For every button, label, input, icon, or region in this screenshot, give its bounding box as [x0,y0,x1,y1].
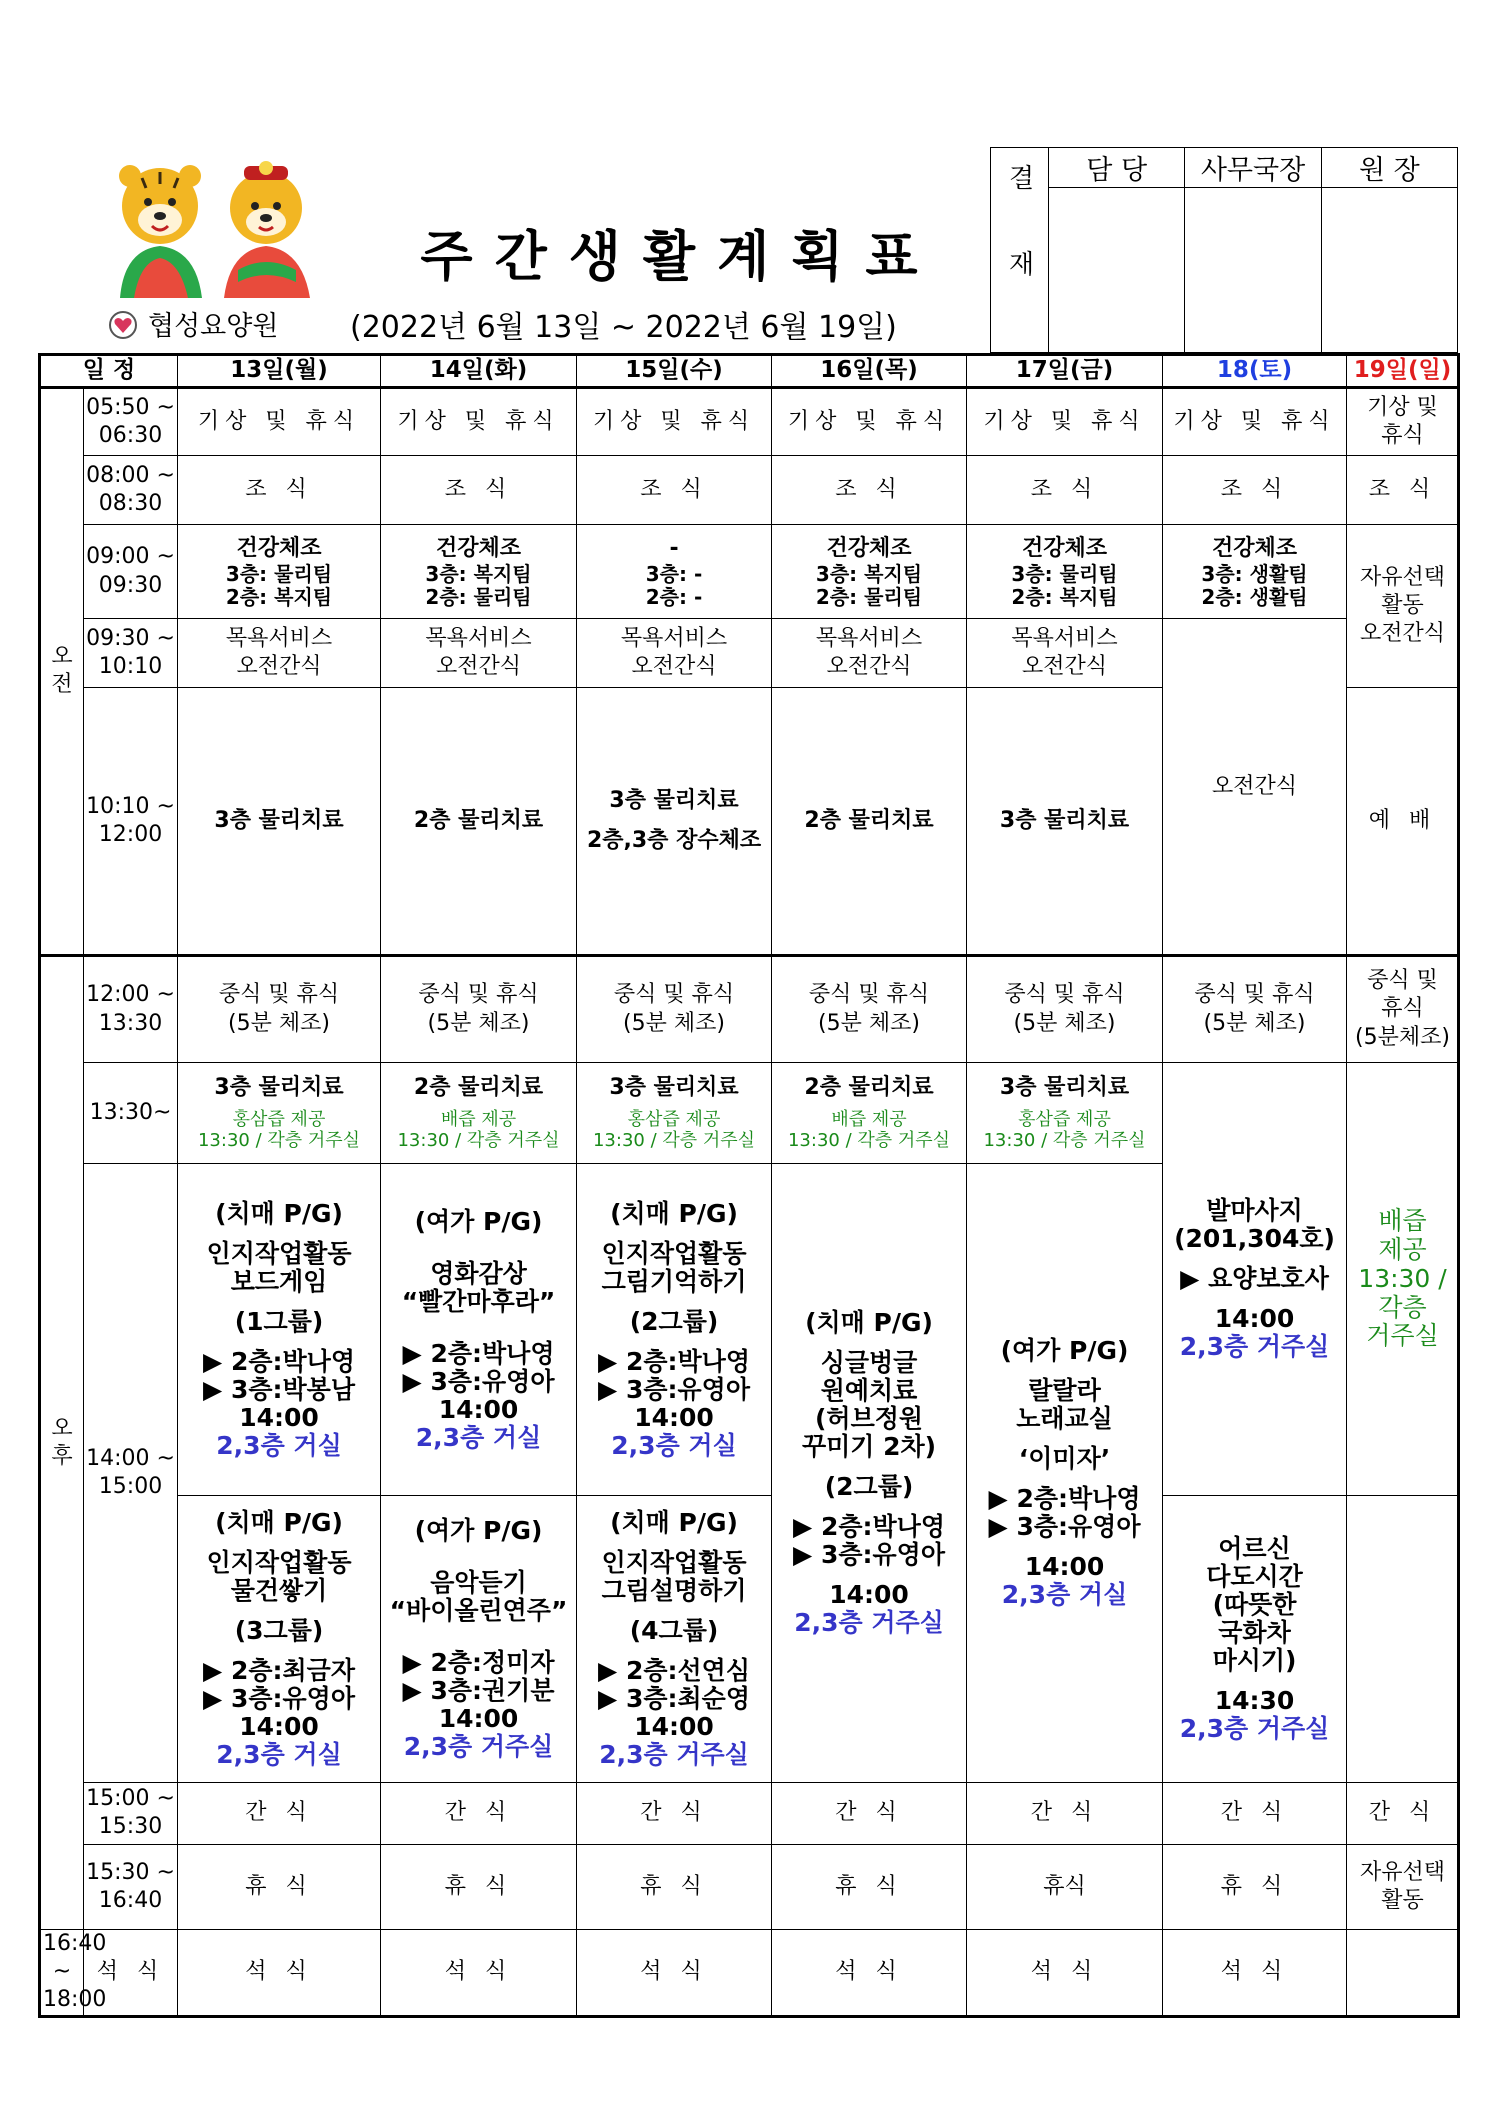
time-slot: 13:30~ [84,1062,178,1163]
cell-dinner-thu: 석 식 [577,1929,772,2016]
cell-wake-sun: 기상 및 휴식 [1347,387,1459,456]
cell-program-fri: (여가 P/G) 랄랄라 노래교실 ‘이미자’ ▶ 2층:박나영 ▶ 3층:유영아 14:00 2,3층 거실 [967,1163,1163,1782]
header-day-tue: 14일(화) [381,355,577,388]
cell-dinner-sun: 석 식 [1163,1929,1347,2016]
cell-program-wed-b: (치매 P/G) 인지작업활동 그림설명하기 (4그룹) ▶ 2층:선연심 ▶ 3층:최순영 14:00 2,3층 거주실 [577,1496,772,1782]
cell-bath-mon: 목욕서비스 오전간식 [178,619,381,688]
period-range: (2022년 6월 13일 ~ 2022년 6월 19일) [350,310,897,345]
cell-wake-sat: 기상 및 휴식 [1163,387,1347,456]
cell-snack-thu: 간 식 [772,1782,967,1844]
cell-rest-thu: 휴 식 [772,1845,967,1930]
section-am-label: 오전 [51,644,73,698]
organization-label: 협성요양원 [148,311,279,342]
weekly-schedule-table [38,353,1460,2018]
cell-breakfast-mon: 조 식 [178,456,381,525]
tiger-right-icon [224,161,310,298]
cell-wake-tue: 기상 및 휴식 [381,387,577,456]
cell-program-tue-b: (여가 P/G) 음악듣기 “바이올린연주” ▶ 2층:정미자 ▶ 3층:권기분 14:00 2,3층 거주실 [381,1496,577,1782]
cell-lunch-sun: 중식 및 휴식 (5분체조) [1347,956,1459,1063]
time-slot: 09:30 ~ 10:10 [84,619,178,688]
header-day-mon: 13일(월) [178,355,381,388]
approval-sign-manager[interactable] [1049,188,1185,353]
cell-snack-sat: 간 식 [1163,1782,1347,1844]
cell-snack-sat: 오전간식 [1163,619,1347,956]
cell-program-sat-b: 어르신 다도시간 (따뜻한 국화차 마시기) 14:30 2,3층 거주실 [1163,1496,1347,1782]
time-slot: 05:50 ~ 06:30 [84,387,178,456]
cell-afternoon-wed: 3층 물리치료 홍삼즙 제공 13:30 / 각층 거주실 [577,1062,772,1163]
cell-wake-wed: 기상 및 휴식 [577,387,772,456]
cell-bath-thu: 목욕서비스 오전간식 [772,619,967,688]
cell-program-mon-a: (치매 P/G) 인지작업활동 보드게임 (1그룹) ▶ 2층:박나영 ▶ 3층:박봉남 14:00 2,3층 거실 [178,1163,381,1496]
cell-dinner-wed: 석 식 [381,1929,577,2016]
cell-snack-wed: 간 식 [577,1782,772,1844]
section-pm-label: 오후 [51,1415,73,1469]
section-pm [40,956,84,1930]
approval-sign-secretary[interactable] [1185,188,1321,353]
cell-breakfast-tue: 조 식 [381,456,577,525]
cell-bath-fri: 목욕서비스 오전간식 [967,619,1163,688]
approval-col-secretary: 사무국장 [1185,148,1321,188]
cell-snack-sun: 간 식 [1347,1782,1459,1844]
cell-exercise-tue: 건강체조 3층: 복지팀 2층: 물리팀 [381,524,577,619]
cell-rest-tue: 휴 식 [381,1845,577,1930]
cell-program-wed-a: (치매 P/G) 인지작업활동 그림기억하기 (2그룹) ▶ 2층:박나영 ▶ 3층:유영아 14:00 2,3층 거실 [577,1163,772,1496]
cell-afternoon-mon: 3층 물리치료 홍삼즙 제공 13:30 / 각층 거주실 [178,1062,381,1163]
cell-exercise-fri: 건강체조 3층: 물리팀 2층: 복지팀 [967,524,1163,619]
cell-therapy-fri: 3층 물리치료 [967,688,1163,956]
header-day-wed: 15일(수) [577,355,772,388]
cell-therapy-mon: 3층 물리치료 [178,688,381,956]
time-slot: 12:00 ~ 13:30 [84,956,178,1063]
approval-col-director: 원 장 [1321,148,1457,188]
tiger-mascot-illustration [112,158,317,298]
time-slot: 08:00 ~ 08:30 [84,456,178,525]
cell-program-thu: (치매 P/G) 싱글벙글 원예치료 (허브정원 꾸미기 2차) (2그룹) ▶ 2층:박나영 ▶ 3층:유영아 14:00 2,3층 거주실 [772,1163,967,1782]
cell-afternoon-fri: 3층 물리치료 홍삼즙 제공 13:30 / 각층 거주실 [967,1062,1163,1163]
cell-breakfast-sat: 조 식 [1163,456,1347,525]
time-slot: 15:00 ~ 15:30 [84,1782,178,1844]
cell-snack-mon: 간 식 [178,1782,381,1844]
cell-lunch-sat: 중식 및 휴식 (5분 체조) [1163,956,1347,1063]
cell-exercise-mon: 건강체조 3층: 물리팀 2층: 복지팀 [178,524,381,619]
cell-lunch-wed: 중식 및 휴식 (5분 체조) [577,956,772,1063]
cell-bath-wed: 목욕서비스 오전간식 [577,619,772,688]
cell-dinner-fri: 석 식 [772,1929,967,2016]
cell-wake-fri: 기상 및 휴식 [967,387,1163,456]
approval-col-manager: 담 당 [1049,148,1185,188]
cell-bath-tue: 목욕서비스 오전간식 [381,619,577,688]
cell-free-activity-sun: 자유선택 활동 오전간식 [1347,524,1459,687]
cell-rest-mon: 휴 식 [178,1845,381,1930]
cell-snack-tue: 간 식 [381,1782,577,1844]
header-day-sun: 19일(일) [1347,355,1459,388]
cell-exercise-sat: 건강체조 3층: 생활팀 2층: 생활팀 [1163,524,1347,619]
header-day-thu: 16일(목) [772,355,967,388]
cell-therapy-thu: 2층 물리치료 [772,688,967,956]
cell-snack-fri: 간 식 [967,1782,1163,1844]
cell-lunch-thu: 중식 및 휴식 (5분 체조) [772,956,967,1063]
cell-breakfast-sun: 조 식 [1347,456,1459,525]
cell-dinner-sat: 석 식 [967,1929,1163,2016]
cell-breakfast-wed: 조 식 [577,456,772,525]
cell-therapy-wed: 3층 물리치료 2층,3층 장수체조 [577,688,772,956]
approval-label: 결재 [991,148,1049,353]
cell-program-tue-a: (여가 P/G) 영화감상 “빨간마후라” ▶ 2층:박나영 ▶ 3층:유영아 14:00 2,3층 거실 [381,1163,577,1496]
cell-wake-thu: 기상 및 휴식 [772,387,967,456]
cell-exercise-wed: - 3층: - 2층: - [577,524,772,619]
time-slot: 15:30 ~ 16:40 [84,1845,178,1930]
approval-sign-director[interactable] [1321,188,1457,353]
time-slot: 16:40 ~ 18:00 [40,1929,84,2016]
header-day-sat: 18(토) [1163,355,1347,388]
cell-rest-fri: 휴식 [967,1845,1163,1930]
cell-lunch-tue: 중식 및 휴식 (5분 체조) [381,956,577,1063]
tiger-left-icon [119,165,202,298]
header-schedule: 일 정 [40,355,178,388]
cell-free-activity-sun-evening: 자유선택 활동 [1347,1845,1459,1930]
organization-name [108,304,278,343]
cell-lunch-mon: 중식 및 휴식 (5분 체조) [178,956,381,1063]
cell-therapy-tue: 2층 물리치료 [381,688,577,956]
time-slot: 14:00 ~ 15:00 [84,1163,178,1782]
page-title: 주간생활계획표 [420,225,940,288]
cell-afternoon-tue: 2층 물리치료 배즙 제공 13:30 / 각층 거주실 [381,1062,577,1163]
cell-afternoon-thu: 2층 물리치료 배즙 제공 13:30 / 각층 거주실 [772,1062,967,1163]
cell-dinner-mon: 석 식 [84,1929,178,2016]
cell-program-mon-b: (치매 P/G) 인지작업활동 물건쌓기 (3그룹) ▶ 2층:최금자 ▶ 3층:유영아 14:00 2,3층 거실 [178,1496,381,1782]
header-day-fri: 17일(금) [967,355,1163,388]
cell-dinner-tue: 석 식 [178,1929,381,2016]
cell-rest-wed: 휴 식 [577,1845,772,1930]
cell-breakfast-thu: 조 식 [772,456,967,525]
section-am [40,387,84,955]
cell-exercise-thu: 건강체조 3층: 복지팀 2층: 물리팀 [772,524,967,619]
time-slot: 09:00 ~ 09:30 [84,524,178,619]
cell-wake-mon: 기상 및 휴식 [178,387,381,456]
heart-logo-icon [108,310,138,340]
cell-breakfast-fri: 조 식 [967,456,1163,525]
time-slot: 10:10 ~ 12:00 [84,688,178,956]
cell-lunch-fri: 중식 및 휴식 (5분 체조) [967,956,1163,1063]
cell-rest-sat: 휴 식 [1163,1845,1347,1930]
cell-program-sat-a: 발마사지 (201,304호) ▶ 요양보호사 14:00 2,3층 거주실 [1163,1062,1347,1495]
cell-worship-sun: 예 배 [1347,688,1459,956]
cell-drink-sun: 배즙 제공 13:30 / 각층 거주실 [1347,1062,1459,1495]
approval-box [990,147,1458,353]
